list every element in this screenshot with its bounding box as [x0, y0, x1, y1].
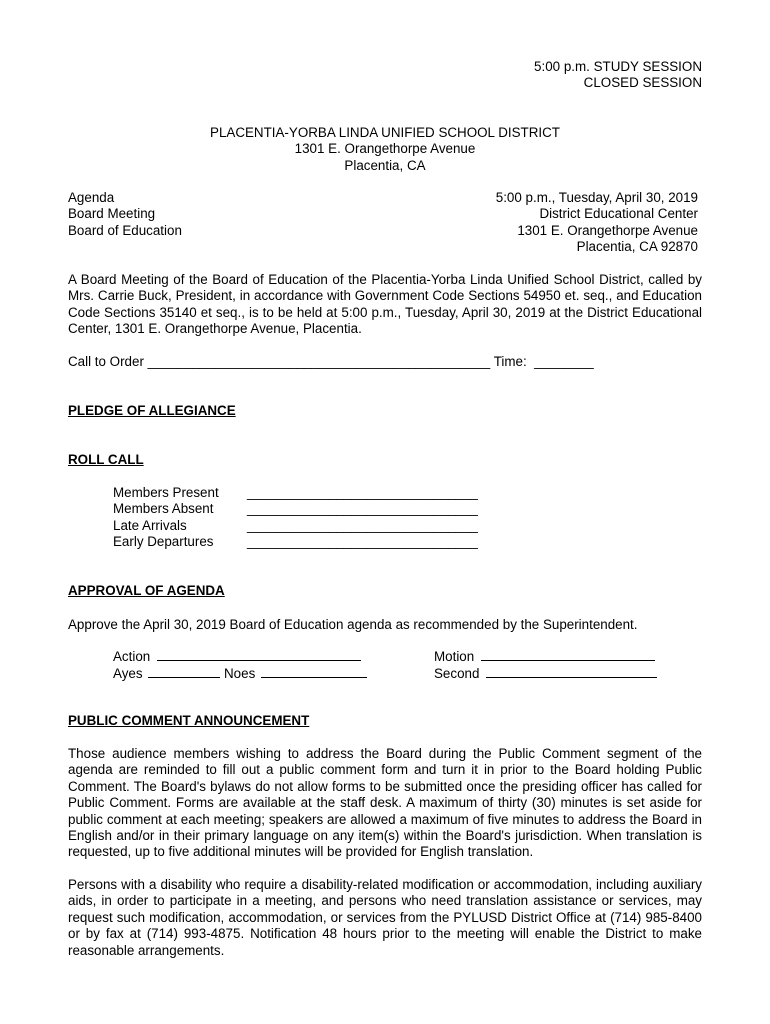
motion-label: Motion [434, 649, 475, 664]
district-header [0, 125, 770, 174]
public-comment-heading: PUBLIC COMMENT ANNOUNCEMENT [68, 713, 310, 728]
second-label: Second [434, 666, 480, 681]
meeting-datetime: 5:00 p.m., Tuesday, April 30, 2019 [495, 190, 698, 205]
intro-paragraph: A Board Meeting of the Board of Education of the Placentia-Yorba Linda Unified School District, called by Mrs. Carrie Buck, President, in accordance with Government Code Sections 54950 et. seq., and Education Code Sections 35140 et seq., is to be held at 5:00 p.m., Tuesday, April 30, 2019 at the District Educational Center, 1301 E. Orangethorpe Avenue, Placentia. [68, 272, 702, 337]
district-address: 1301 E. Orangethorpe Avenue [294, 141, 476, 157]
agenda-title-block [68, 190, 182, 239]
noes-label: Noes [224, 666, 256, 681]
action-label: Action [113, 649, 151, 664]
public-comment-paragraph: Those audience members wishing to address the Board during the Public Comment segment of the agenda are reminded to fill out a public comment form and turn it in prior to the Board holding Public Comment. The Board's bylaws do not allow forms to be submitted once the presiding officer has called for Public Comment. Forms are available at the staff desk. A maximum of thirty (30) minutes is set aside for public comment at each meeting; speakers are allowed a maximum of five minutes to address the Board in English and/or in their primary language on any item(s) within the Board's jurisdiction. When translation is requested, up to five additional minutes will be provided for English translation. [68, 746, 702, 860]
members-present-blank[interactable]: _______________________________ [247, 485, 478, 500]
agenda-label: Agenda [68, 190, 115, 205]
call-to-order-blank[interactable]: ______________________________________________ [147, 354, 491, 369]
approval-text: Approve the April 30, 2019 Board of Education agenda as recommended by the Superintendent. [68, 617, 638, 632]
second-blank[interactable] [486, 665, 657, 678]
noes-blank[interactable] [261, 665, 367, 678]
meeting-details-block [496, 190, 698, 256]
district-name: PLACENTIA-YORBA LINDA UNIFIED SCHOOL DISTRICT [210, 125, 560, 140]
time-label: Time: [493, 354, 527, 369]
session-line-closed: CLOSED SESSION [583, 75, 702, 91]
board-meeting-label: Board Meeting [68, 206, 156, 222]
board-of-education-label: Board of Education [68, 222, 182, 238]
motion-blank[interactable] [481, 648, 655, 661]
late-arrivals-label: Late Arrivals [113, 517, 187, 533]
second-line [434, 665, 657, 682]
early-departures-label: Early Departures [113, 534, 214, 550]
meeting-venue: District Educational Center [539, 206, 698, 222]
ayes-label: Ayes [113, 666, 143, 681]
session-line-study: 5:00 p.m. STUDY SESSION [534, 59, 702, 74]
ayes-blank[interactable] [148, 665, 220, 678]
late-arrivals-blank[interactable]: _______________________________ [247, 517, 478, 533]
members-absent-blank[interactable]: _______________________________ [247, 501, 478, 517]
district-city: Placentia, CA [344, 157, 426, 173]
action-blank[interactable] [157, 648, 361, 661]
roll-call-heading: ROLL CALL [68, 452, 144, 467]
meeting-city: Placentia, CA 92870 [576, 239, 698, 255]
early-departures-blank[interactable]: _______________________________ [247, 534, 478, 550]
time-blank[interactable]: ________ [534, 354, 594, 369]
meeting-street: 1301 E. Orangethorpe Avenue [517, 222, 698, 238]
action-line [113, 648, 361, 665]
pledge-heading: PLEDGE OF ALLEGIANCE [68, 403, 236, 418]
members-absent-label: Members Absent [113, 501, 214, 517]
roll-call-labels [113, 485, 219, 551]
roll-call-blanks [247, 485, 478, 551]
approval-heading: APPROVAL OF AGENDA [68, 583, 225, 598]
members-present-label: Members Present [113, 485, 219, 500]
call-to-order-line [68, 354, 594, 370]
motion-line [434, 648, 655, 665]
session-header [534, 59, 702, 92]
accommodation-paragraph: Persons with a disability who require a disability-related modification or accommodation, including auxiliary aids, in order to participate in a meeting, and persons who need translation assistance or services, may request such modification, accommodation, or services from the PYLUSD District Office at (714) 985-8400 or by fax at (714) 993-4875. Notification 48 hours prior to the meeting will enable the District to make reasonable arrangements. [68, 877, 702, 958]
call-to-order-label: Call to Order [68, 354, 144, 369]
ayes-noes-line [113, 665, 367, 682]
